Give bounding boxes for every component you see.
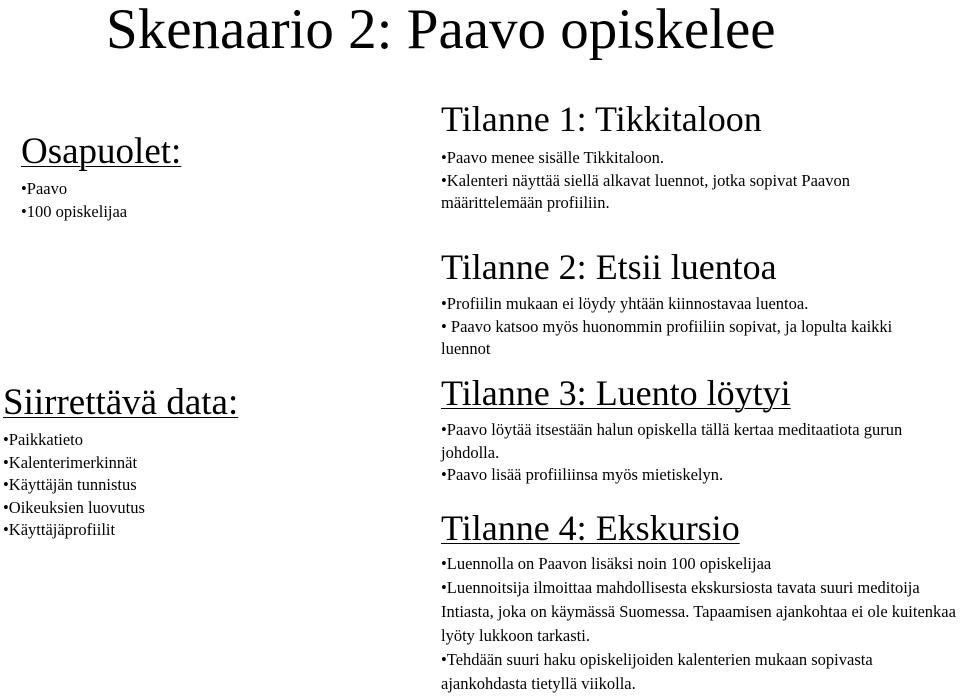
transferable-data-section	[3, 383, 273, 542]
list-item: • Luennolla on Paavon lisäksi noin 100 opiskelijaa	[441, 552, 960, 576]
participants-heading: Osapuolet:	[21, 131, 182, 172]
list-item: • 100 opiskelijaa	[21, 201, 251, 224]
situation-2-heading: Tilanne 2: Etsii luentoa	[441, 247, 777, 287]
list-item: • Paavo lisää profiiliinsa myös mietiskelyn.	[441, 464, 941, 487]
list-item: • Paavo löytää itsestään halun opiskella tällä kertaa meditaatiota gurun johdolla.	[441, 419, 941, 464]
transferable-data-list	[3, 429, 273, 542]
list-item: • Oikeuksien luovutus	[3, 497, 273, 520]
list-item: • Kalenterimerkinnät	[3, 452, 273, 475]
transferable-data-heading: Siirrettävä data:	[3, 382, 239, 423]
situation-3-section	[441, 373, 941, 487]
situation-4-heading: Tilanne 4: Ekskursio	[441, 508, 740, 548]
situation-2-section	[441, 247, 941, 361]
situation-4-list	[441, 552, 960, 696]
list-item: • Käyttäjäprofiilit	[3, 519, 273, 542]
situation-1-list	[441, 147, 941, 215]
situation-3-heading: Tilanne 3: Luento löytyi	[441, 373, 791, 413]
list-item: • Paavo	[21, 178, 251, 201]
participants-section	[21, 132, 251, 223]
list-item: • Profiilin mukaan ei löydy yhtään kiinnostavaa luentoa.	[441, 293, 941, 316]
list-item: • Paikkatieto	[3, 429, 273, 452]
participants-list	[21, 178, 251, 223]
list-item: • Luennoitsija ilmoittaa mahdollisesta ekskursiosta tavata suuri meditoija Intiasta, joka on käymässä Suomessa. Tapaamisen ajankohtaa ei ole kuitenkaa lyöty lukkoon tarkasti.	[441, 576, 960, 648]
list-item: • Paavo katsoo myös huonommin profiiliin sopivat, ja lopulta kaikki luennot	[441, 316, 941, 361]
situation-2-list	[441, 293, 941, 361]
list-item: • Paavo menee sisälle Tikkitaloon.	[441, 147, 941, 170]
situation-1-heading: Tilanne 1: Tikkitaloon	[441, 99, 762, 139]
situation-3-list	[441, 419, 941, 487]
situation-4-section	[441, 508, 960, 696]
list-item: • Tehdään suuri haku opiskelijoiden kalenterien mukaan sopivasta ajankohdasta tietyllä viikolla.	[441, 648, 960, 696]
list-item: • Kalenteri näyttää siellä alkavat luennot, jotka sopivat Paavon määrittelemään profiiliin.	[441, 170, 941, 215]
situation-1-section	[441, 99, 941, 215]
list-item: • Käyttäjän tunnistus	[3, 474, 273, 497]
page-title: Skenaario 2: Paavo opiskelee	[106, 0, 776, 61]
